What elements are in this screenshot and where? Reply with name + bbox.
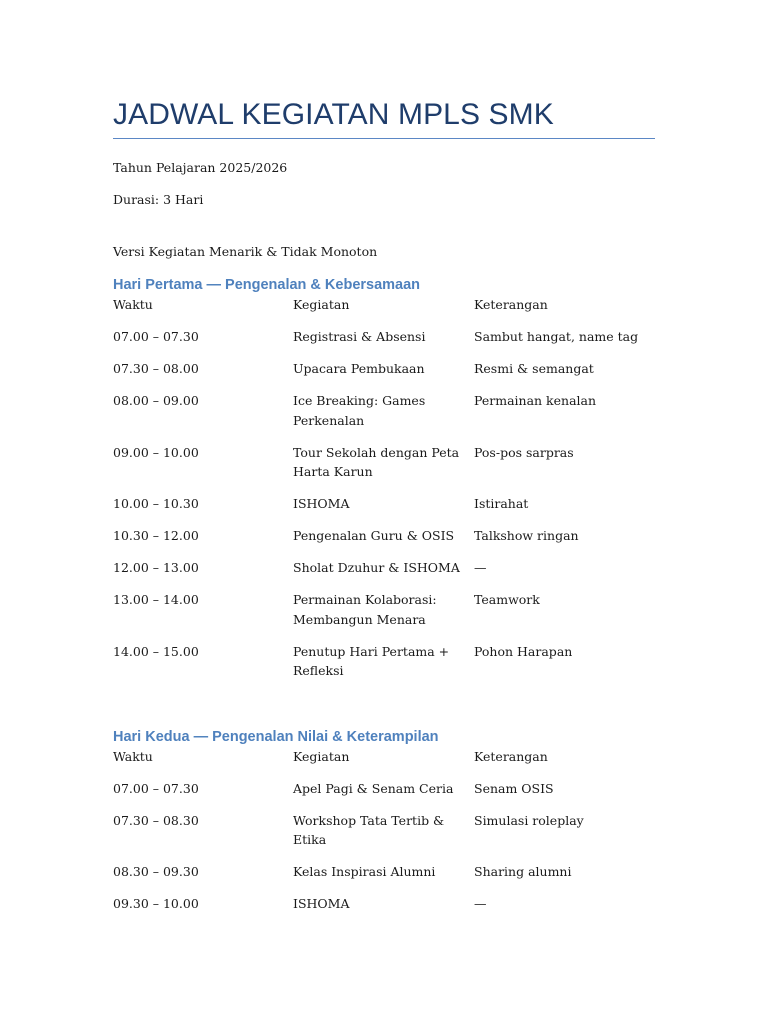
activity-cell: Registrasi & Absensi	[293, 329, 426, 344]
note-cell: Permainan kenalan	[474, 393, 597, 408]
table-row	[113, 811, 658, 850]
table-row	[113, 443, 658, 482]
table-row	[113, 327, 658, 347]
note-cell: Pos-pos sarpras	[474, 444, 574, 460]
time-cell: 08.30 – 09.30	[113, 864, 199, 879]
header-keterangan: Keterangan	[474, 297, 548, 312]
activity-cell: ISHOMA	[293, 896, 350, 911]
note-cell: Sambut hangat, name tag	[474, 329, 639, 344]
title-underline	[113, 138, 655, 139]
header-waktu: Waktu	[113, 748, 153, 764]
note-cell: Simulasi roleplay	[474, 812, 584, 828]
table-row	[113, 359, 658, 379]
note-cell: —	[474, 896, 487, 911]
table-header-row	[113, 747, 658, 767]
time-cell: 14.00 – 15.00	[113, 643, 199, 659]
table-row	[113, 894, 658, 914]
day2-heading: Hari Kedua — Pengenalan Nilai & Keterampilan	[113, 728, 439, 745]
header-kegiatan: Kegiatan	[293, 297, 350, 312]
table-row	[113, 526, 658, 546]
table-row	[113, 494, 658, 514]
table-row	[113, 862, 658, 882]
activity-cell: Kelas Inspirasi Alumni	[293, 864, 436, 879]
activity-cell: ISHOMA	[293, 496, 350, 511]
time-cell: 07.30 – 08.00	[113, 361, 199, 376]
time-cell: 07.30 – 08.30	[113, 812, 199, 828]
table-row	[113, 590, 658, 629]
activity-cell: Permainan Kolaborasi: Membangun Menara	[293, 592, 437, 627]
day2-schedule-table	[113, 747, 658, 914]
activity-cell: Pengenalan Guru & OSIS	[293, 528, 455, 543]
note-cell: Pohon Harapan	[474, 643, 573, 659]
version-note: Versi Kegiatan Menarik & Tidak Monoton	[113, 244, 378, 259]
note-cell: Teamwork	[474, 592, 540, 607]
time-cell: 13.00 – 14.00	[113, 592, 199, 607]
header-kegiatan: Kegiatan	[293, 748, 350, 764]
note-cell: Resmi & semangat	[474, 361, 594, 376]
activity-cell: Penutup Hari Pertama + Refleksi	[293, 643, 450, 678]
table-row	[113, 391, 658, 430]
activity-cell: Upacara Pembukaan	[293, 361, 425, 376]
activity-cell: Tour Sekolah dengan Peta Harta Karun	[293, 444, 460, 479]
note-cell: Talkshow ringan	[474, 528, 579, 543]
table-row	[113, 558, 658, 578]
time-cell: 07.00 – 07.30	[113, 780, 199, 796]
note-cell: Senam OSIS	[474, 780, 554, 796]
activity-cell: Sholat Dzuhur & ISHOMA	[293, 560, 460, 575]
header-waktu: Waktu	[113, 297, 153, 312]
day1-schedule-table	[113, 295, 658, 681]
time-cell: 10.00 – 10.30	[113, 496, 199, 511]
note-cell: —	[474, 560, 487, 575]
activity-cell: Workshop Tata Tertib & Etika	[293, 812, 445, 847]
table-row	[113, 642, 658, 681]
table-header-row	[113, 295, 658, 315]
duration: Durasi: 3 Hari	[113, 192, 204, 207]
activity-cell: Ice Breaking: Games Perkenalan	[293, 393, 426, 428]
time-cell: 12.00 – 13.00	[113, 560, 199, 575]
time-cell: 08.00 – 09.00	[113, 393, 199, 408]
day1-heading: Hari Pertama — Pengenalan & Kebersamaan	[113, 277, 421, 293]
header-keterangan: Keterangan	[474, 748, 548, 764]
time-cell: 09.00 – 10.00	[113, 444, 199, 460]
academic-year: Tahun Pelajaran 2025/2026	[113, 160, 288, 175]
time-cell: 10.30 – 12.00	[113, 528, 199, 543]
time-cell: 07.00 – 07.30	[113, 329, 199, 344]
note-cell: Istirahat	[474, 496, 529, 511]
activity-cell: Apel Pagi & Senam Ceria	[293, 780, 454, 796]
document-title: JADWAL KEGIATAN MPLS SMK	[113, 98, 554, 131]
time-cell: 09.30 – 10.00	[113, 896, 199, 911]
table-row	[113, 779, 658, 799]
note-cell: Sharing alumni	[474, 864, 572, 879]
